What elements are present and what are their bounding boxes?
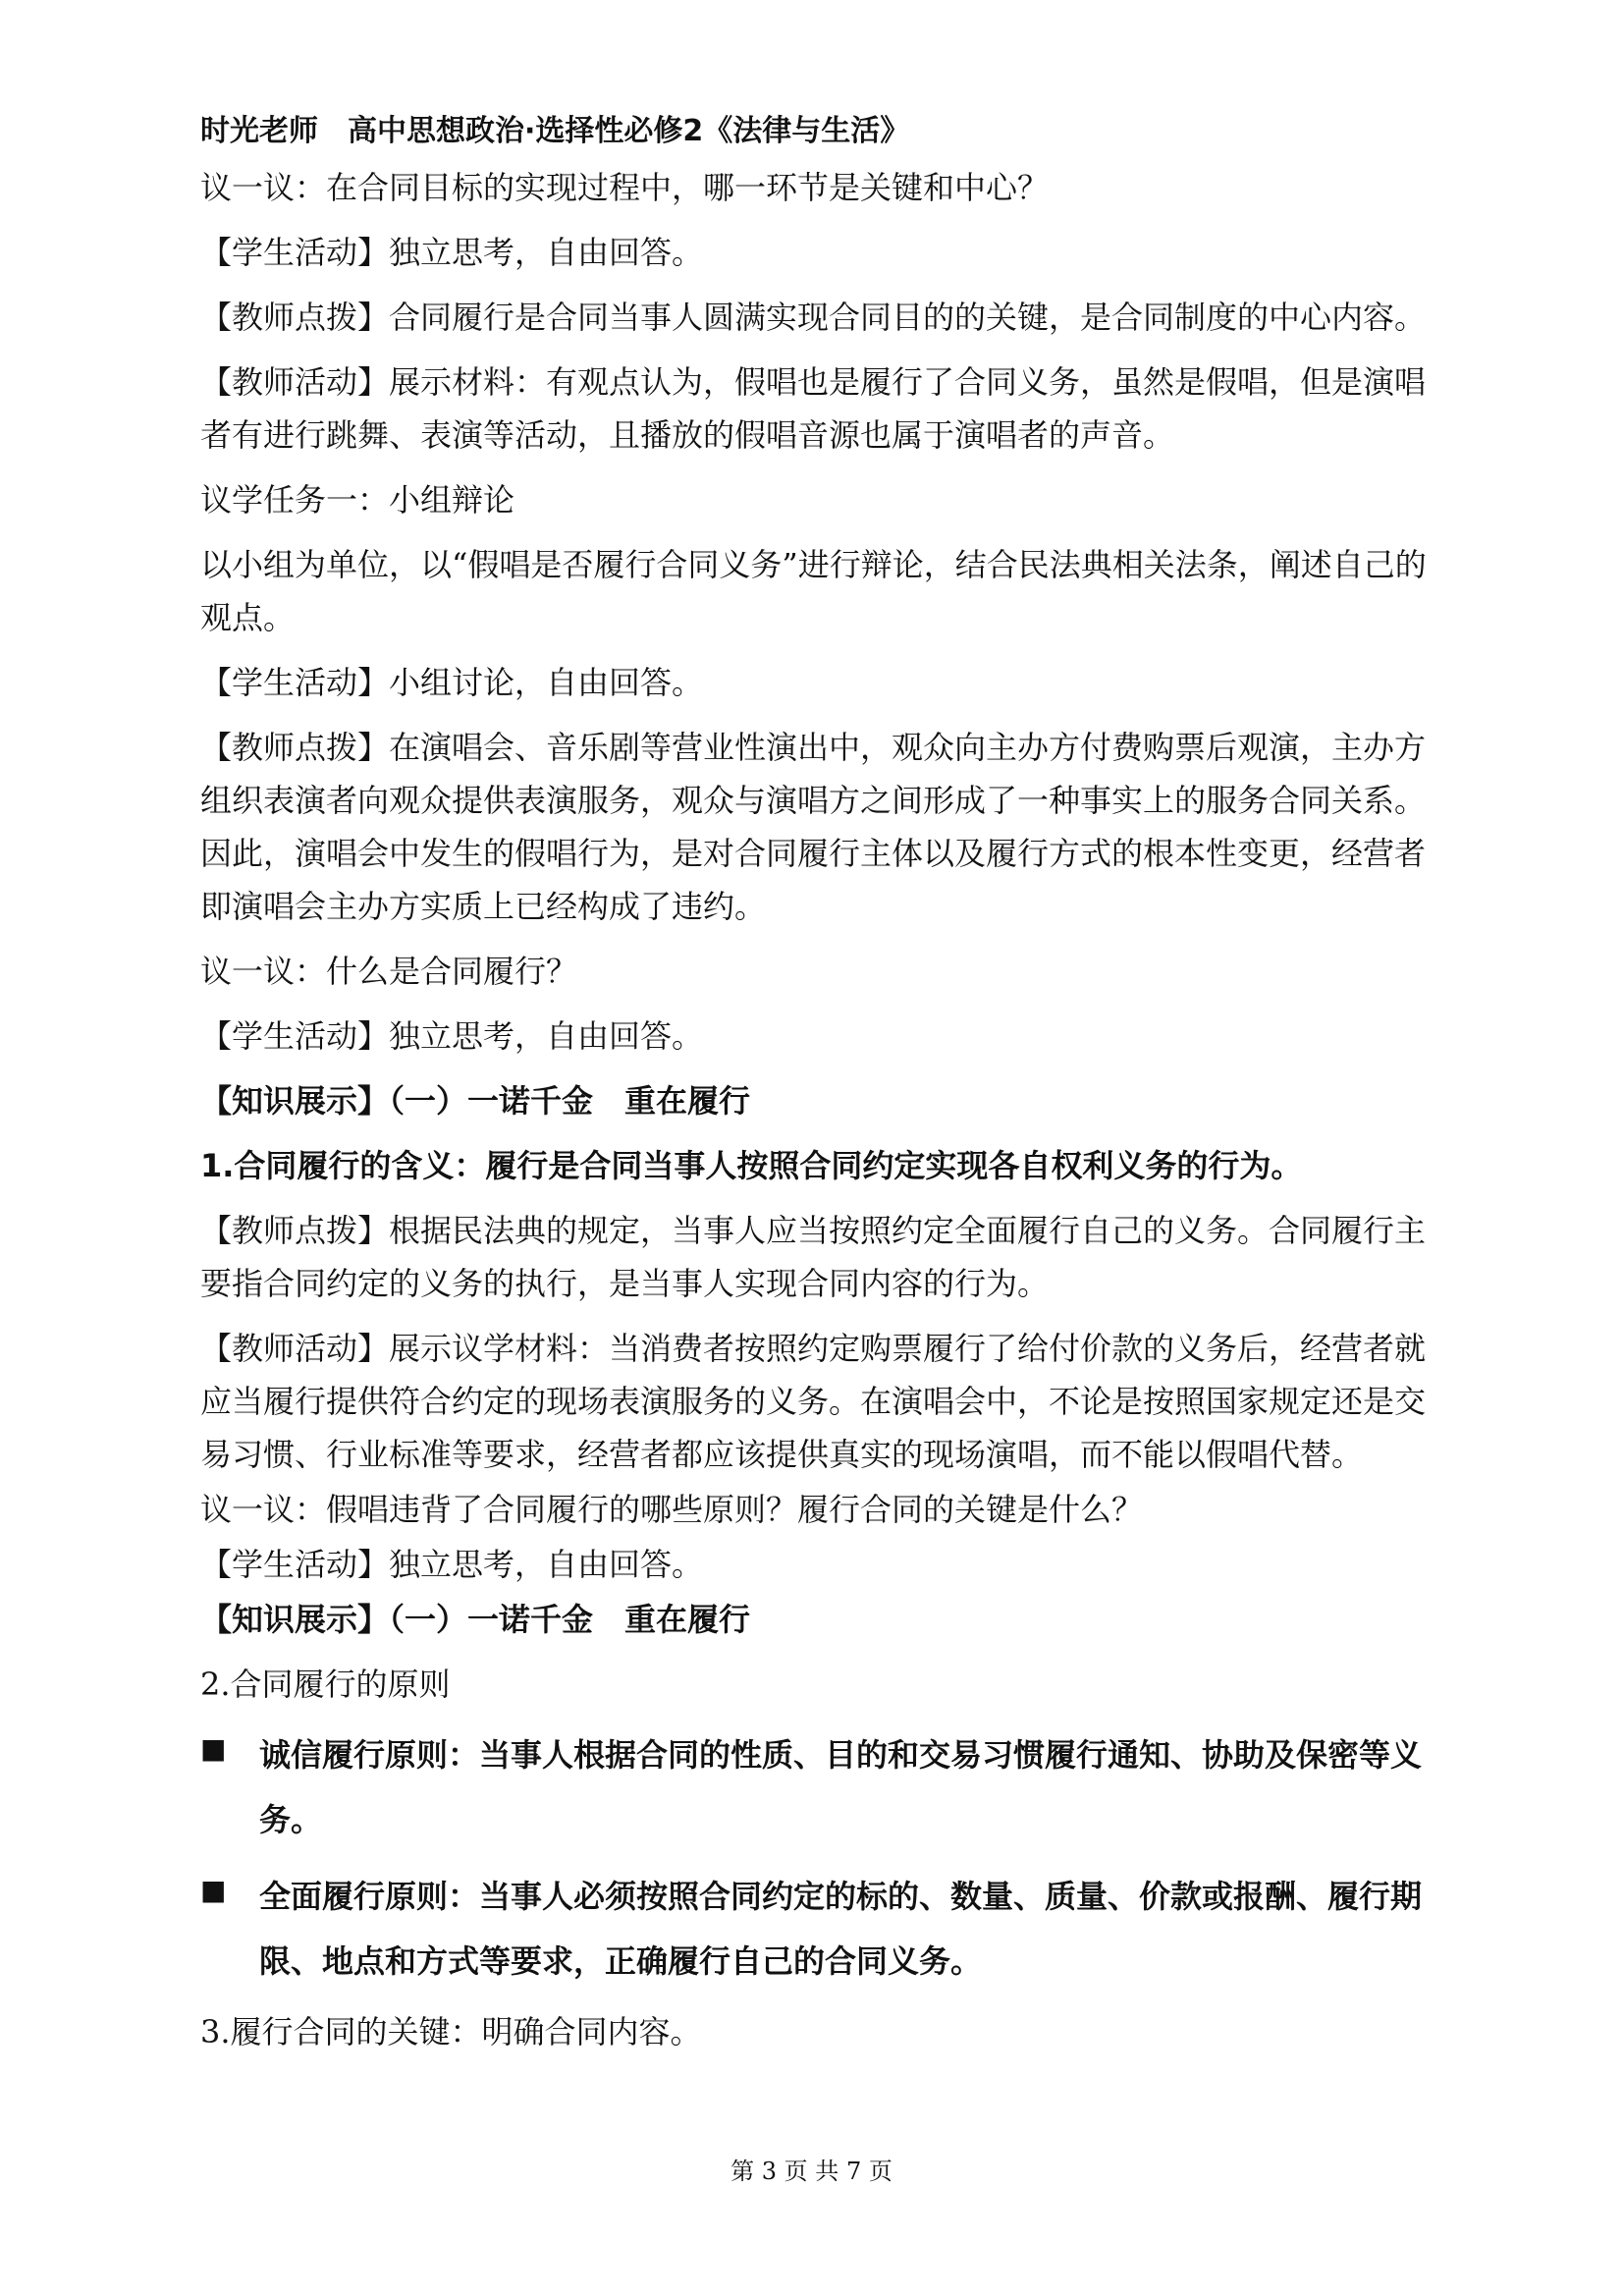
student-activity-1: 【学生活动】独立思考，自由回答。	[200, 234, 704, 271]
page-header: 时光老师 高中思想政治·选择性必修2《法律与生活》	[200, 114, 910, 148]
task-description: 以小组为单位，以“假唱是否履行合同义务”进行辩论，结合民法典相关法条，阐述自己的观点。	[200, 546, 1427, 636]
square-bullet-icon: ■	[200, 1732, 227, 1765]
definition-point: 1.合同履行的含义：履行是合同当事人按照合同约定实现各自权利义务的行为。	[200, 1147, 1303, 1184]
page-content	[200, 110, 1445, 2070]
question-1: 议一议：在合同目标的实现过程中，哪一环节是关键和中心？	[200, 169, 1050, 206]
student-activity-2: 【学生活动】小组讨论，自由回答。	[200, 664, 704, 701]
closing-point: 3.履行合同的关键：明确合同内容。	[200, 2013, 702, 2050]
task-title: 议学任务一：小组辩论	[200, 481, 515, 519]
bullet-text: 全面履行原则：当事人必须按照合同约定的标的、数量、质量、价款或报酬、履行期限、地点和方式等要求，正确履行自己的合同义务。	[259, 1878, 1423, 1980]
student-activity-3: 【学生活动】独立思考，自由回答。	[200, 1017, 704, 1055]
student-activity-4: 【学生活动】独立思考，自由回答。	[200, 1546, 704, 1583]
teacher-guidance-2: 【教师点拨】在演唱会、音乐剧等营业性演出中，观众向主办方付费购票后观演，主办方组织表演者向观众提供表演服务，观众与演唱方之间形成了一种事实上的服务合同关系。因此，演唱会中发生的假唱行为，是对合同履行主体以及履行方式的根本性变更，经营者即演唱会主办方实质上已经构成了违约。	[200, 729, 1427, 925]
knowledge-heading-1: 【知识展示】（一）一诺千金 重在履行	[200, 1082, 751, 1120]
knowledge-heading-2: 【知识展示】（一）一诺千金 重在履行	[200, 1601, 751, 1638]
bullet-text: 诚信履行原则：当事人根据合同的性质、目的和交易习惯履行通知、协助及保密等义务。	[259, 1736, 1423, 1838]
page-footer: 第 3 页 共 7 页	[730, 2158, 893, 2185]
teacher-guidance-1: 【教师点拨】合同履行是合同当事人圆满实现合同目的的关键，是合同制度的中心内容。	[200, 299, 1427, 336]
bullet-item	[200, 1864, 1445, 1994]
teacher-guidance-3: 【教师点拨】根据民法典的规定，当事人应当按照约定全面履行自己的义务。合同履行主要指合同约定的义务的执行，是当事人实现合同内容的行为。	[200, 1212, 1427, 1302]
principles-heading: 2.合同履行的原则	[200, 1666, 451, 1703]
teacher-activity-1: 【教师活动】展示材料：有观点认为，假唱也是履行了合同义务，虽然是假唱，但是演唱者有进行跳舞、表演等活动，且播放的假唱音源也属于演唱者的声音。	[200, 363, 1427, 454]
square-bullet-icon: ■	[200, 1874, 227, 1906]
question-2: 议一议：什么是合同履行？	[200, 953, 578, 990]
teacher-activity-2: 【教师活动】展示议学材料：当消费者按照约定购票履行了给付价款的义务后，经营者就应当履行提供符合约定的现场表演服务的义务。在演唱会中，不论是按照国家规定还是交易习惯、行业标准等要求，经营者都应该提供真实的现场演唱，而不能以假唱代替。	[200, 1330, 1427, 1473]
bullet-item	[200, 1722, 1445, 1852]
question-3: 议一议：假唱违背了合同履行的哪些原则？履行合同的关键是什么？	[200, 1491, 1144, 1528]
